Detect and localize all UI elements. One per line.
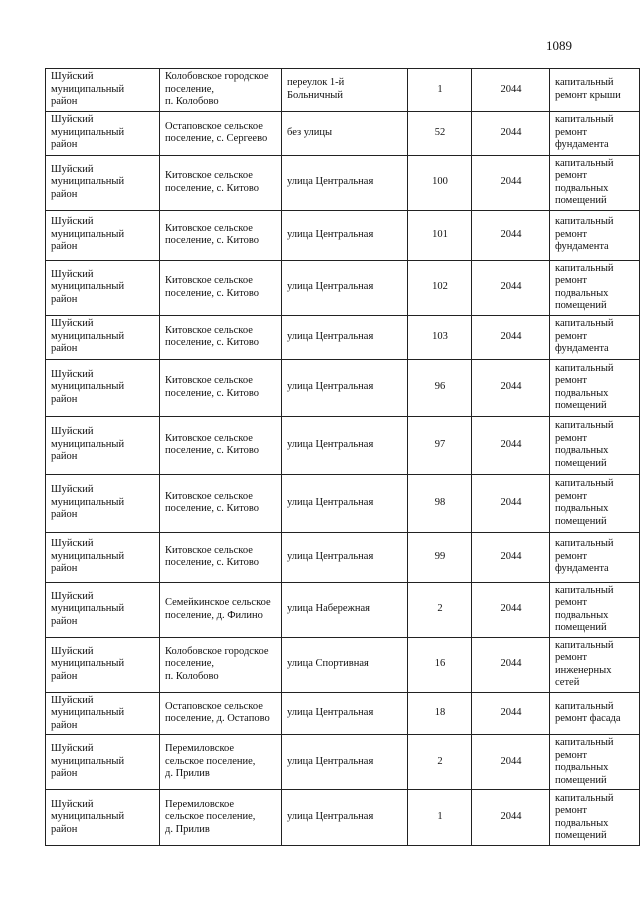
cell-settlement: Китовское сельское поселение, с. Китово: [160, 474, 282, 532]
cell-house-number: 97: [408, 416, 472, 474]
cell-house-number: 52: [408, 111, 472, 155]
cell-house-number: 102: [408, 260, 472, 315]
cell-year: 2044: [472, 790, 550, 846]
cell-district: Шуйский муниципальный район: [46, 790, 160, 846]
cell-work-type: капитальный ремонт подвальных помещений: [550, 582, 640, 637]
table-row: [46, 111, 640, 155]
cell-street: улица Центральная: [282, 532, 408, 582]
cell-settlement: Перемиловское сельское поселение, д. Прилив: [160, 735, 282, 790]
cell-street: улица Центральная: [282, 692, 408, 735]
cell-settlement: Китовское сельское поселение, с. Китово: [160, 210, 282, 260]
table-row: [46, 790, 640, 846]
cell-settlement: Китовское сельское поселение, с. Китово: [160, 155, 282, 210]
cell-year: 2044: [472, 315, 550, 359]
cell-year: 2044: [472, 155, 550, 210]
cell-district: Шуйский муниципальный район: [46, 582, 160, 637]
cell-district: Шуйский муниципальный район: [46, 210, 160, 260]
cell-year: 2044: [472, 474, 550, 532]
cell-district: Шуйский муниципальный район: [46, 155, 160, 210]
cell-district: Шуйский муниципальный район: [46, 637, 160, 692]
cell-year: 2044: [472, 582, 550, 637]
cell-work-type: капитальный ремонт крыши: [550, 69, 640, 112]
cell-settlement: Семейкинское сельское поселение, д. Филино: [160, 582, 282, 637]
cell-work-type: капитальный ремонт инженерных сетей: [550, 637, 640, 692]
cell-work-type: капитальный ремонт фундамента: [550, 210, 640, 260]
cell-settlement: Колобовское городское поселение, п. Колобово: [160, 637, 282, 692]
table-row: [46, 735, 640, 790]
cell-year: 2044: [472, 359, 550, 416]
cell-work-type: капитальный ремонт фундамента: [550, 111, 640, 155]
cell-work-type: капитальный ремонт подвальных помещений: [550, 735, 640, 790]
cell-year: 2044: [472, 692, 550, 735]
table-row: [46, 155, 640, 210]
cell-district: Шуйский муниципальный район: [46, 260, 160, 315]
cell-settlement: Остаповское сельское поселение, д. Остапово: [160, 692, 282, 735]
cell-year: 2044: [472, 210, 550, 260]
cell-year: 2044: [472, 637, 550, 692]
cell-work-type: капитальный ремонт подвальных помещений: [550, 260, 640, 315]
table-row: [46, 416, 640, 474]
table-row: [46, 315, 640, 359]
cell-district: Шуйский муниципальный район: [46, 692, 160, 735]
cell-settlement: Колобовское городское поселение, п. Колобово: [160, 69, 282, 112]
cell-house-number: 2: [408, 582, 472, 637]
cell-year: 2044: [472, 532, 550, 582]
cell-district: Шуйский муниципальный район: [46, 359, 160, 416]
table-row: [46, 474, 640, 532]
cell-street: улица Центральная: [282, 359, 408, 416]
cell-street: переулок 1-й Больничный: [282, 69, 408, 112]
table-row: [46, 359, 640, 416]
cell-work-type: капитальный ремонт фундамента: [550, 315, 640, 359]
cell-street: улица Спортивная: [282, 637, 408, 692]
cell-house-number: 103: [408, 315, 472, 359]
cell-street: улица Центральная: [282, 735, 408, 790]
cell-work-type: капитальный ремонт подвальных помещений: [550, 416, 640, 474]
cell-street: улица Центральная: [282, 416, 408, 474]
cell-settlement: Китовское сельское поселение, с. Китово: [160, 359, 282, 416]
cell-district: Шуйский муниципальный район: [46, 315, 160, 359]
cell-year: 2044: [472, 111, 550, 155]
cell-district: Шуйский муниципальный район: [46, 69, 160, 112]
cell-house-number: 99: [408, 532, 472, 582]
cell-street: улица Центральная: [282, 260, 408, 315]
cell-house-number: 16: [408, 637, 472, 692]
table-row: [46, 692, 640, 735]
table-row: [46, 582, 640, 637]
cell-street: улица Центральная: [282, 155, 408, 210]
cell-house-number: 100: [408, 155, 472, 210]
cell-district: Шуйский муниципальный район: [46, 735, 160, 790]
cell-street: улица Центральная: [282, 474, 408, 532]
cell-district: Шуйский муниципальный район: [46, 474, 160, 532]
cell-street: улица Набережная: [282, 582, 408, 637]
cell-work-type: капитальный ремонт фасада: [550, 692, 640, 735]
page-number: 1089: [546, 38, 572, 53]
cell-house-number: 98: [408, 474, 472, 532]
cell-district: Шуйский муниципальный район: [46, 111, 160, 155]
cell-house-number: 18: [408, 692, 472, 735]
cell-year: 2044: [472, 416, 550, 474]
cell-work-type: капитальный ремонт фундамента: [550, 532, 640, 582]
cell-house-number: 2: [408, 735, 472, 790]
cell-settlement: Китовское сельское поселение, с. Китово: [160, 416, 282, 474]
table-row: [46, 532, 640, 582]
cell-street: улица Центральная: [282, 790, 408, 846]
cell-district: Шуйский муниципальный район: [46, 532, 160, 582]
cell-street: улица Центральная: [282, 210, 408, 260]
cell-settlement: Перемиловское сельское поселение, д. Прилив: [160, 790, 282, 846]
cell-street: без улицы: [282, 111, 408, 155]
table-row: [46, 210, 640, 260]
table-body: [46, 69, 640, 846]
cell-street: улица Центральная: [282, 315, 408, 359]
cell-work-type: капитальный ремонт подвальных помещений: [550, 359, 640, 416]
cell-work-type: капитальный ремонт подвальных помещений: [550, 790, 640, 846]
cell-settlement: Китовское сельское поселение, с. Китово: [160, 532, 282, 582]
cell-house-number: 96: [408, 359, 472, 416]
cell-settlement: Остаповское сельское поселение, с. Сергеево: [160, 111, 282, 155]
table-row: [46, 637, 640, 692]
table-row: [46, 69, 640, 112]
cell-work-type: капитальный ремонт подвальных помещений: [550, 474, 640, 532]
cell-year: 2044: [472, 69, 550, 112]
table-row: [46, 260, 640, 315]
cell-house-number: 101: [408, 210, 472, 260]
cell-settlement: Китовское сельское поселение, с. Китово: [160, 315, 282, 359]
cell-district: Шуйский муниципальный район: [46, 416, 160, 474]
cell-house-number: 1: [408, 790, 472, 846]
cell-work-type: капитальный ремонт подвальных помещений: [550, 155, 640, 210]
cell-house-number: 1: [408, 69, 472, 112]
cell-settlement: Китовское сельское поселение, с. Китово: [160, 260, 282, 315]
cell-year: 2044: [472, 260, 550, 315]
cell-year: 2044: [472, 735, 550, 790]
repair-schedule-table: [45, 68, 640, 846]
